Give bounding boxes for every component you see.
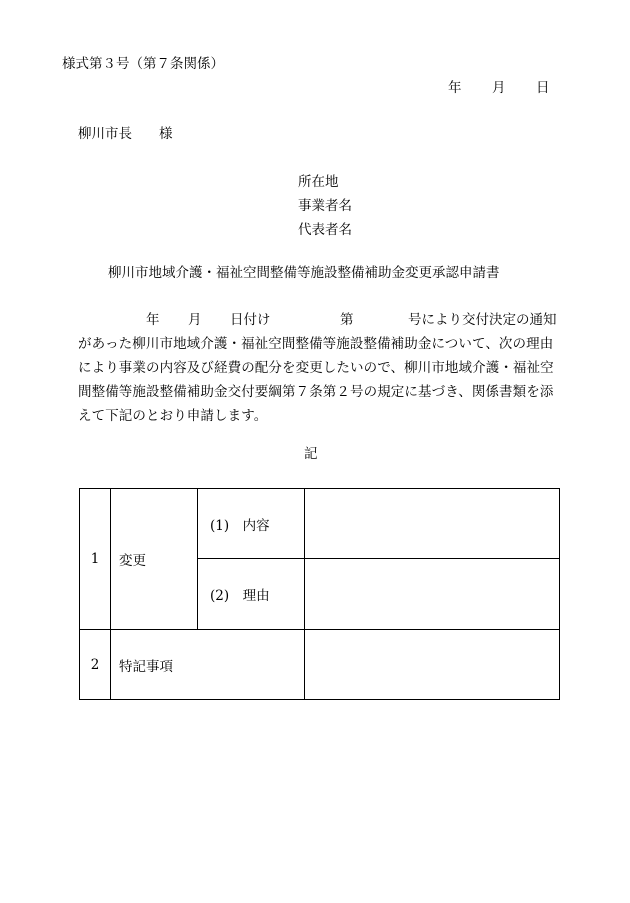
row1-sub1-label: (1) 内容 bbox=[198, 489, 305, 559]
body-line1-rest: 号により交付決定の通知 bbox=[408, 312, 557, 328]
date-day-label: 日 bbox=[536, 80, 550, 96]
body-first-line bbox=[78, 312, 557, 328]
row2-number: 2 bbox=[80, 630, 111, 700]
document-title: 柳川市地域介護・福祉空間整備等施設整備補助金変更承認申請書 bbox=[108, 265, 500, 281]
date-month-label: 月 bbox=[492, 80, 506, 96]
row1-label: 変更 bbox=[111, 489, 198, 630]
applicant-block bbox=[298, 174, 352, 246]
representative-label: 代表者名 bbox=[298, 222, 352, 238]
row1-number: 1 bbox=[80, 489, 111, 630]
row2-value-cell bbox=[305, 630, 560, 700]
table-row bbox=[80, 489, 560, 559]
body-line: により事業の内容及び経費の配分を変更したいので、柳川市地域介護・福祉空 bbox=[78, 360, 554, 376]
body-month-label: 月 bbox=[188, 312, 202, 328]
body-no-prefix: 第 bbox=[340, 312, 354, 328]
row1-sub1-value-cell bbox=[305, 489, 560, 559]
form-number: 様式第３号（第７条関係） bbox=[62, 56, 224, 72]
table-row bbox=[80, 630, 560, 700]
business-name-label: 事業者名 bbox=[298, 198, 352, 214]
body-line: えて下記のとおり申請します。 bbox=[78, 408, 268, 424]
body-paragraph bbox=[78, 336, 562, 432]
address-label: 所在地 bbox=[298, 174, 339, 190]
row1-sub2-label: (2) 理由 bbox=[198, 559, 305, 630]
body-year-label: 年 bbox=[146, 312, 160, 328]
body-line: があった柳川市地域介護・福祉空間整備等施設整備補助金について、次の理由 bbox=[78, 336, 554, 352]
date-line bbox=[448, 80, 550, 96]
date-year-label: 年 bbox=[448, 80, 462, 96]
addressee: 柳川市長 様 bbox=[78, 126, 173, 142]
row2-label: 特記事項 bbox=[111, 630, 305, 700]
row1-sub2-value-cell bbox=[305, 559, 560, 630]
details-table bbox=[79, 488, 560, 700]
ki-heading: 記 bbox=[304, 446, 318, 462]
body-dated-label: 日付け bbox=[230, 312, 271, 328]
body-line: 間整備等施設整備補助金交付要綱第７条第２号の規定に基づき、関係書類を添 bbox=[78, 384, 554, 400]
